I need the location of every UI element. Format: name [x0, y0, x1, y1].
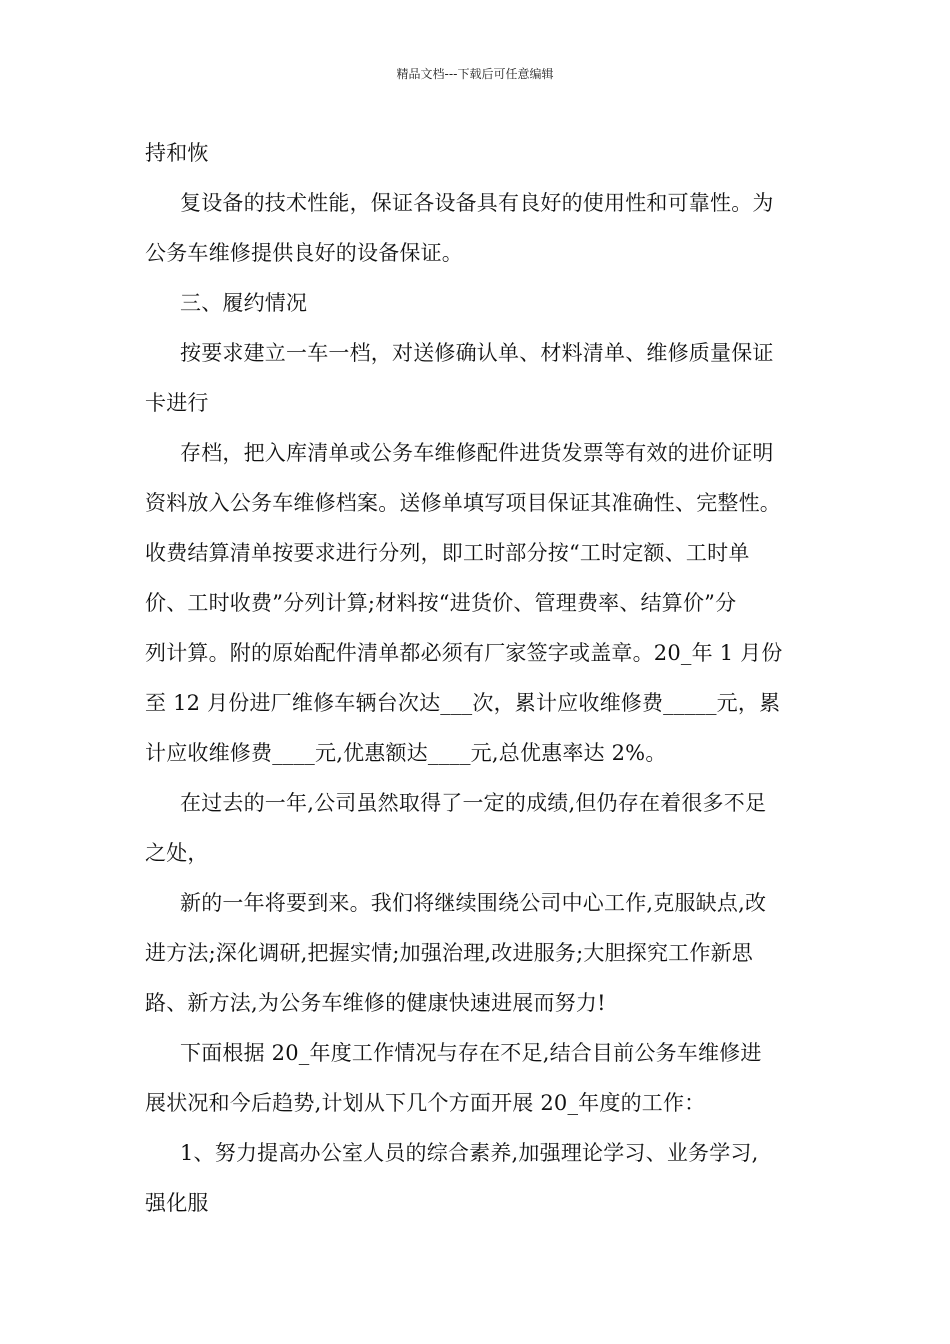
text-line-17: 进方法;深化调研,把握实情;加强治理,改进服务;大胆探究工作新思 [145, 941, 753, 965]
body-text [145, 128, 845, 1228]
text-line-18: 路、新方法,为公务车维修的健康快速进展而努力! [145, 991, 606, 1015]
text-line-19: 下面根据 20_年度工作情况与存在不足,结合目前公务车维修进 [180, 1041, 762, 1065]
section-heading: 三、履约情况 [180, 291, 308, 315]
text-line-7: 存档，把入库清单或公务车维修配件进货发票等有效的进价证明 [180, 441, 774, 465]
text-line-13: 计应收维修费____元,优惠额达____元,总优惠率达 2%。 [145, 741, 667, 765]
text-line-14: 在过去的一年,公司虽然取得了一定的成绩,但仍存在着很多不足 [180, 791, 767, 815]
text-line-6: 卡进行 [145, 391, 209, 415]
text-line-3: 公务车维修提供良好的设备保证。 [145, 241, 463, 265]
text-line-11: 列计算。附的原始配件清单都必须有厂家签字或盖章。20_年 1 月份 [145, 641, 783, 665]
text-line-15: 之处， [145, 841, 209, 865]
text-line-16: 新的一年将要到来。我们将继续围绕公司中心工作,克服缺点,改 [180, 891, 767, 915]
text-line-12: 至 12 月份进厂维修车辆台次达___次，累计应收维修费_____元，累 [145, 691, 781, 715]
text-line-10: 价、工时收费”分列计算;材料按“进货价、管理费率、结算价”分 [145, 591, 737, 615]
text-line-20: 展状况和今后趋势,计划从下几个方面开展 20_年度的工作： [145, 1091, 706, 1115]
text-line-21: 1、努力提高办公室人员的综合素养,加强理论学习、业务学习, [180, 1141, 759, 1165]
text-line-9: 收费结算清单按要求进行分列，即工时部分按“工时定额、工时单 [145, 541, 750, 565]
text-line-2: 复设备的技术性能，保证各设备具有良好的使用性和可靠性。为 [180, 191, 774, 215]
text-line-22: 强化服 [145, 1191, 209, 1215]
text-line-1: 持和恢 [145, 141, 209, 165]
page-header: 精品文档---下载后可任意编辑 [396, 67, 554, 81]
text-line-8: 资料放入公务车维修档案。送修单填写项目保证其准确性、完整性。 [145, 491, 781, 515]
text-line-5: 按要求建立一车一档，对送修确认单、材料清单、维修质量保证 [180, 341, 774, 365]
